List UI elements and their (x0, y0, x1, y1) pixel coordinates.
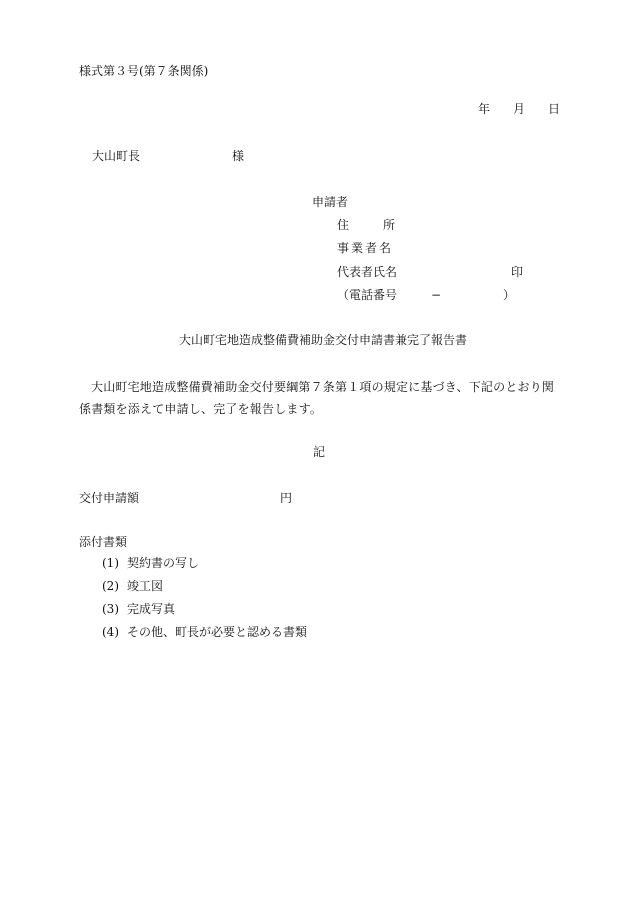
list-item-number: (1) (102, 556, 119, 570)
addressee-mayor: 大山町長 (92, 149, 141, 163)
seal-mark: 印 (511, 265, 524, 279)
date-day-label: 日 (548, 102, 561, 116)
addressee-honorific: 様 (232, 149, 245, 163)
list-item (102, 580, 307, 603)
list-item (102, 603, 307, 626)
list-item-text: 契約書の写し (127, 556, 200, 570)
form-number: 様式第３号(第７条関係) (79, 64, 209, 78)
applicant-address-label (337, 219, 395, 231)
address-label-part-2: 所 (383, 218, 396, 232)
amount-row (79, 492, 292, 504)
phone-label: （電話番号 (337, 288, 398, 302)
date-year-label: 年 (478, 102, 491, 116)
amount-label: 交付申請額 (79, 491, 140, 505)
list-item-text: その他、町長が必要と認める書類 (127, 625, 308, 639)
phone-close-paren: ） (503, 288, 516, 302)
phone-dash: − (431, 288, 442, 302)
address-label-part-1: 住 (337, 218, 350, 232)
date-line (478, 103, 560, 115)
ki-heading: 記 (313, 445, 326, 459)
list-item-text: 竣工図 (127, 579, 164, 593)
body-text: 大山町宅地造成整備費補助金交付要綱第７条第１項の規定に基づき、下記のとおり関係書類を添えて申請し、完了を報告します。 (79, 380, 555, 416)
attachments-heading: 添付書類 (79, 535, 128, 549)
attachments-list (102, 557, 307, 649)
date-month-label: 月 (513, 102, 526, 116)
applicant-heading: 申請者 (312, 195, 349, 209)
list-item (102, 557, 307, 580)
applicant-representative-row (337, 266, 523, 278)
applicant-business-label: 事業者名 (337, 241, 394, 255)
list-item-number: (2) (102, 579, 119, 593)
list-item (102, 626, 307, 649)
amount-unit: 円 (280, 491, 293, 505)
list-item-text: 完成写真 (127, 602, 176, 616)
document-title: 大山町宅地造成整備費補助金交付申請書兼完了報告書 (179, 333, 468, 347)
applicant-phone-row (337, 289, 515, 301)
list-item-number: (3) (102, 602, 119, 616)
addressee (92, 150, 244, 162)
list-item-number: (4) (102, 625, 119, 639)
representative-label: 代表者氏名 (337, 265, 398, 279)
